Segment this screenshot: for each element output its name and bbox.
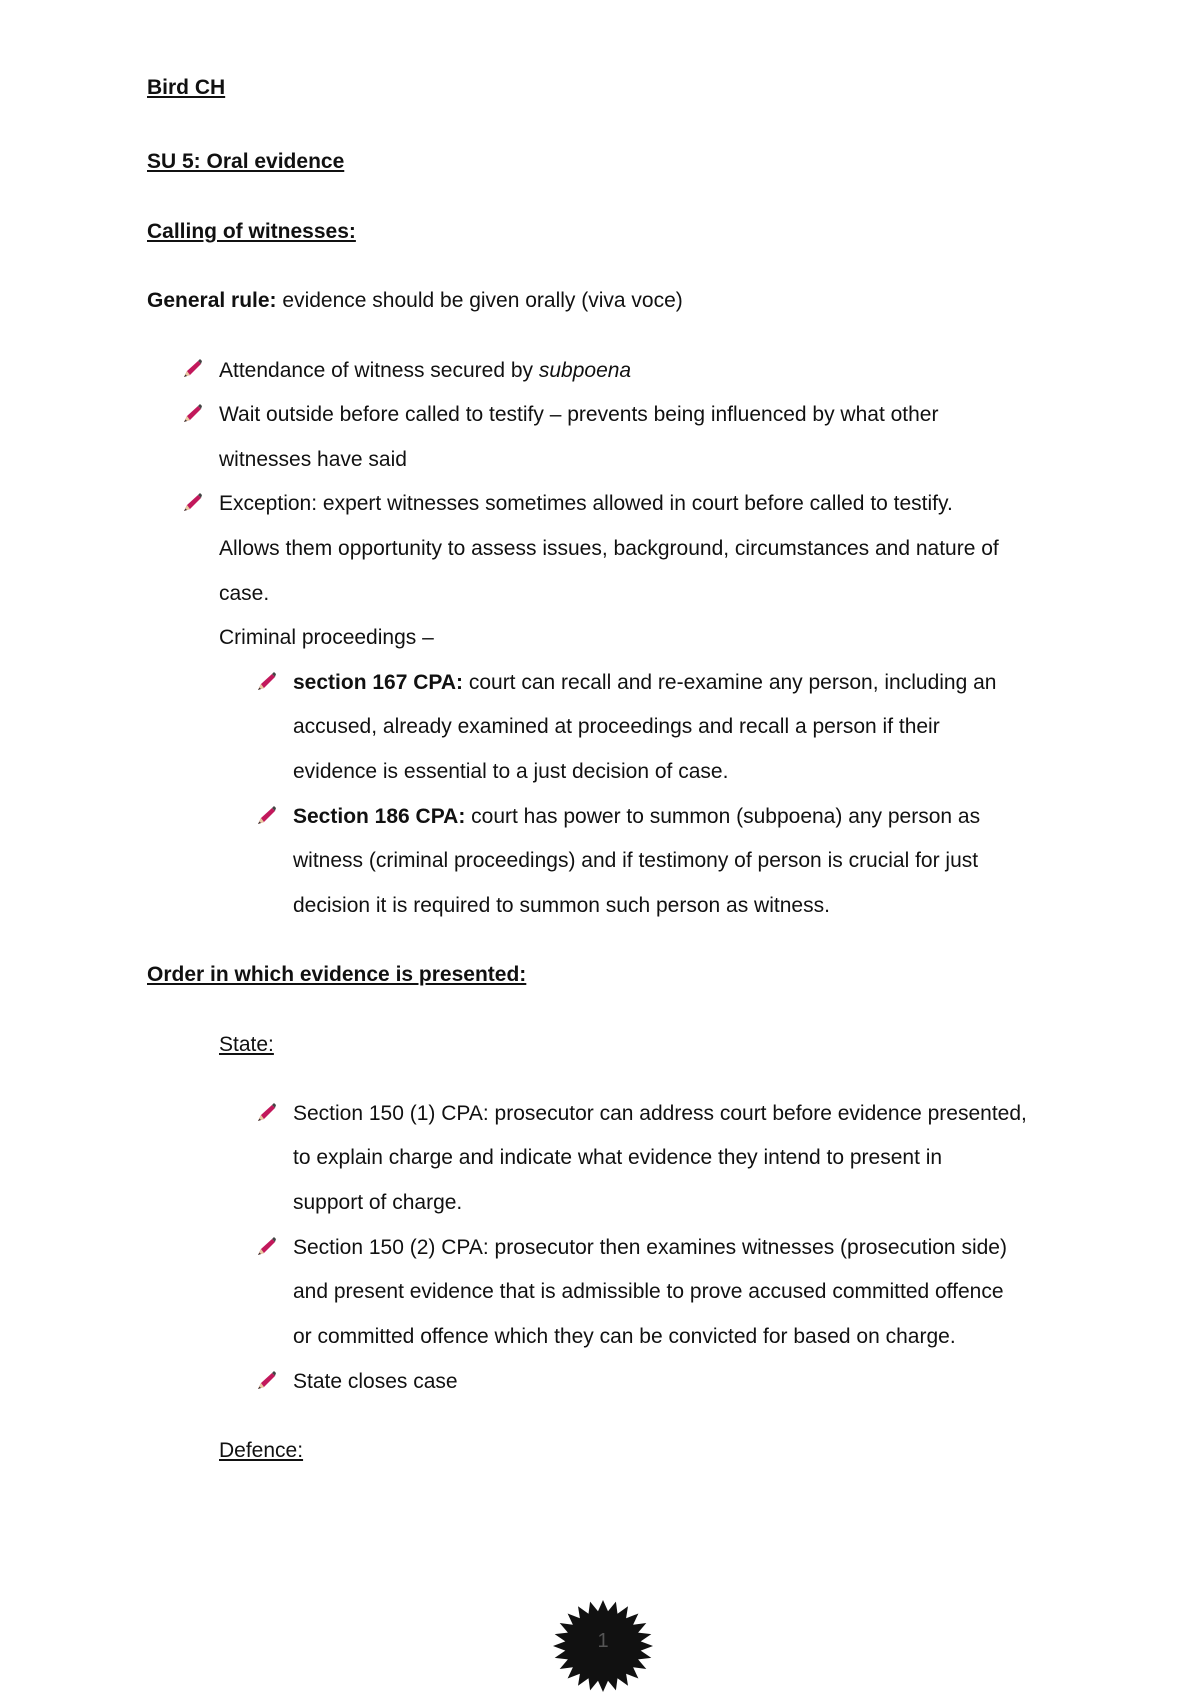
list-item-line: or committed offence which they can be convicted for based on charge.: [293, 1325, 956, 1348]
page-number: 1: [597, 1630, 609, 1652]
state-heading: State:: [219, 1033, 274, 1056]
section-167-label: section 167 CPA:: [293, 671, 463, 694]
section-186-text: court has power to summon (subpoena) any person as: [465, 805, 981, 828]
list-item-line: Section 150 (1) CPA: prosecutor can address court before evidence presented,: [293, 1102, 1027, 1125]
section-167-text: court can recall and re-examine any person, including an: [463, 671, 997, 694]
section-167-item: [293, 669, 996, 697]
criminal-proceedings-label: Criminal proceedings –: [219, 626, 434, 649]
section-heading-order-of-evidence: Order in which evidence is presented:: [147, 963, 527, 986]
defence-heading: Defence:: [219, 1439, 304, 1462]
pencil-icon: [181, 403, 203, 425]
section-186-item: [293, 803, 980, 831]
list-item-line: Allows them opportunity to assess issues, background, circumstances and nature of: [219, 537, 999, 560]
subpoena-term: subpoena: [538, 359, 632, 382]
list-item-line: State closes case: [293, 1370, 458, 1393]
list-item-line: Section 150 (2) CPA: prosecutor then examines witnesses (prosecution side): [293, 1236, 1007, 1259]
list-item-line: evidence is essential to a just decision of case.: [293, 760, 729, 783]
list-item-line: accused, already examined at proceedings and recall a person if their: [293, 715, 940, 738]
pencil-icon: [255, 1370, 277, 1392]
general-rule: [147, 287, 683, 315]
list-item-line: Wait outside before called to testify – prevents being influenced by what other: [219, 403, 939, 426]
list-item: [219, 357, 631, 385]
author-heading: Bird CH: [147, 76, 226, 99]
general-rule-label: General rule:: [147, 289, 277, 312]
section-heading-calling-witnesses: Calling of witnesses:: [147, 220, 356, 243]
pencil-icon: [181, 492, 203, 514]
general-rule-text: evidence should be given orally (viva voce): [276, 289, 683, 312]
bullet-text: Attendance of witness secured by: [219, 359, 539, 382]
pencil-icon: [181, 358, 203, 380]
section-186-label: Section 186 CPA:: [293, 805, 466, 828]
list-item-line: decision it is required to summon such person as witness.: [293, 894, 830, 917]
list-item-line: support of charge.: [293, 1191, 463, 1214]
list-item-line: case.: [219, 582, 270, 605]
pencil-icon: [255, 1236, 277, 1258]
list-item-line: to explain charge and indicate what evidence they intend to present in: [293, 1146, 943, 1169]
list-item-line: witnesses have said: [219, 448, 407, 471]
list-item-line: Exception: expert witnesses sometimes allowed in court before called to testify.: [219, 492, 953, 515]
list-item-line: witness (criminal proceedings) and if testimony of person is crucial for just: [293, 849, 979, 872]
pencil-icon: [255, 1102, 277, 1124]
list-item-line: and present evidence that is admissible to prove accused committed offence: [293, 1280, 1004, 1303]
unit-title: SU 5: Oral evidence: [147, 150, 345, 173]
pencil-icon: [255, 671, 277, 693]
pencil-icon: [255, 805, 277, 827]
